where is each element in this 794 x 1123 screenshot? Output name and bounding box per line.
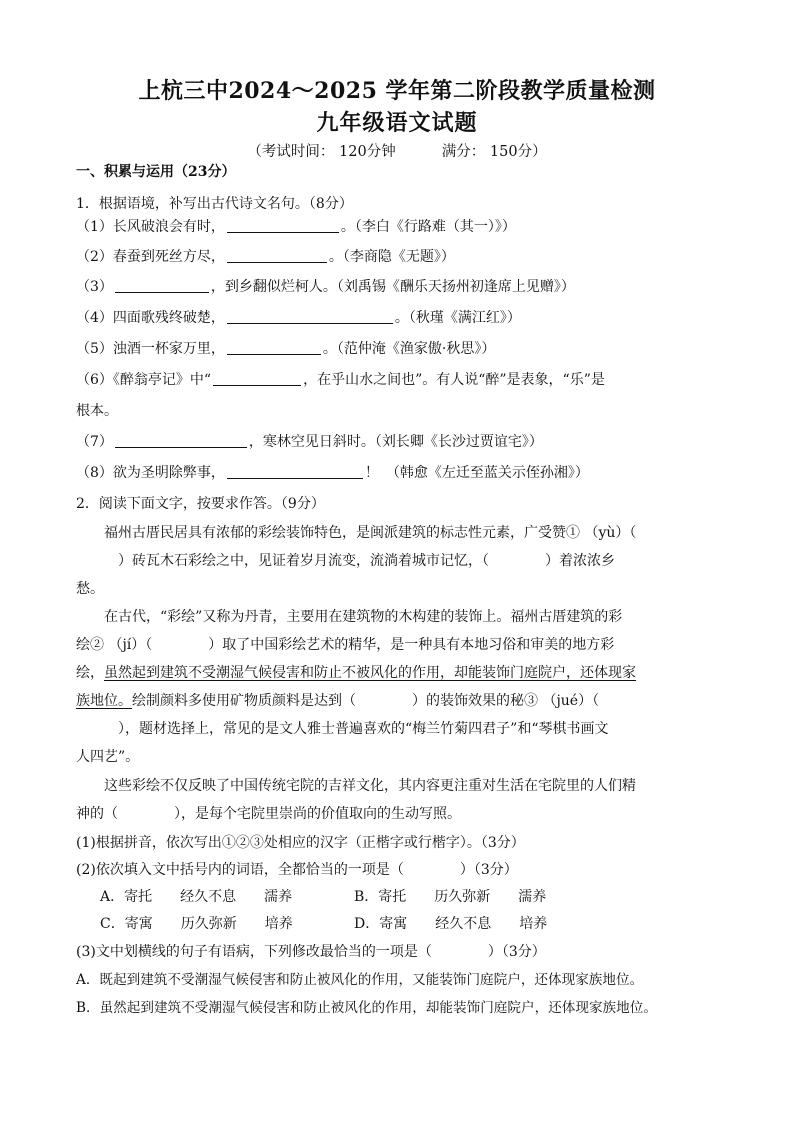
answer-option-a[interactable]: A．既起到建筑不受潮湿气候侵害和防止被风化的作用，又能装饰门庭院户，还体现家族地位。 (76, 972, 644, 988)
answer-option-b[interactable]: B．虽然起到建筑不受潮湿气候侵害和防止被风化的作用，却能装饰门庭院户，还体现家族地位。 (76, 1000, 657, 1016)
question-2-stem: 2．阅读下面文字，按要求作答。（9分） (76, 496, 325, 512)
answer-blank[interactable] (227, 309, 393, 324)
passage-line: 神的（ ），是每个宅院里崇尚的价值取向的生动写照。 (76, 806, 461, 822)
q1-item-8: （8）欲为圣明除弊事， ！ （韩愈《左迁至蓝关示侄孙湘》） (76, 465, 589, 481)
q1-item-6-cont: 根本。 (76, 403, 118, 419)
answer-blank[interactable] (213, 371, 301, 386)
exam-time: （考试时间： 120分钟 (247, 144, 396, 160)
passage-line: ）砖瓦木石彩绘之中，见证着岁月流变，流淌着城市记忆，（ ）着浓浓乡 (76, 553, 615, 569)
passage-line: 这些彩绘不仅反映了中国传统宅院的吉祥文化，其内容更注重对生活在宅院里的人们精 (104, 778, 636, 794)
q1-item-5: （5）浊酒一杯家万里， 。（范仲淹《渔家傲·秋思》） (76, 341, 496, 357)
passage-line: 人四艺”。 (76, 749, 140, 765)
options-row (76, 914, 724, 934)
passage-line: 福州古厝民居具有浓郁的彩绘装饰特色，是闽派建筑的标志性元素，广受赞① （yù）（ (104, 525, 637, 541)
sub-question-2: (2)依次填入文中括号内的词语，全都恰当的一项是（ ）（3分） (76, 862, 518, 878)
q1-item-3: （3） ，到乡翻似烂柯人。（刘禹锡《酬乐天扬州初逢席上见赠》） (76, 279, 575, 295)
options-row (76, 887, 724, 907)
sub-question-1: (1)根据拼音，依次写出①②③处相应的汉字（正楷字或行楷字）。（3分） (76, 835, 525, 851)
passage-line: 在古代，“彩绘”又称为丹青，主要用在建筑物的木构建的装饰上。福州古厝建筑的彩 (104, 609, 623, 625)
section-heading: 一、积累与运用（23分） (76, 164, 236, 180)
answer-blank[interactable] (115, 278, 209, 293)
exam-meta (0, 140, 794, 161)
q1-item-2: （2）春蚕到死丝方尽， 。（李商隐《无题》） (76, 249, 455, 265)
underlined-sentence: 虽然起到建筑不受潮湿气候侵害和防止不被风化的作用，却能装饰门庭院户，还体现家 (104, 665, 636, 681)
answer-blank[interactable] (227, 464, 363, 479)
exam-title: 上杭三中2024～2025 学年第二阶段教学质量检测 (138, 78, 656, 104)
passage-line: 绘② （jí）（ ）取了中国彩绘艺术的精华，是一种具有本地习俗和审美的地方彩 (76, 637, 615, 653)
exam-subtitle: 九年级语文试题 (316, 110, 478, 136)
option-a[interactable]: A．寄托 经久不息 濡养 (100, 889, 293, 905)
sub-question-3: (3)文中划横线的句子有语病，下列修改最恰当的一项是（ ）（3分） (76, 944, 546, 960)
answer-blank[interactable] (227, 248, 327, 263)
passage-line: 绘，虽然起到建筑不受潮湿气候侵害和防止不被风化的作用，却能装饰门庭院户，还体现家 (76, 665, 636, 681)
answer-blank[interactable] (115, 433, 247, 448)
q1-item-6: （6）《醉翁亭记》中“ ，在乎山水之间也”。有人说“醉”是表象，“乐”是 (76, 372, 605, 388)
q1-item-7: （7） ，寒林空见日斜时。（刘长卿《长沙过贾谊宅》） (76, 434, 543, 450)
option-c[interactable]: C．寄寓 历久弥新 培养 (100, 916, 293, 932)
option-d[interactable]: D．寄寓 经久不息 培养 (354, 916, 548, 932)
passage-line: ），题材选择上，常见的是文人雅士普遍喜欢的“梅兰竹菊四君子”和“琴棋书画文 (76, 721, 609, 737)
answer-blank[interactable] (227, 218, 339, 233)
passage-line: 族地位。绘制颜料多使用矿物质颜料是达到（ ）的装饰效果的秘③ （jué）（ (76, 693, 600, 709)
option-b[interactable]: B．寄托 历久弥新 濡养 (354, 889, 547, 905)
answer-blank[interactable] (227, 340, 321, 355)
q1-item-1: （1）长风破浪会有时， 。（李白《行路难（其一）》） (76, 219, 516, 235)
passage-line: 愁。 (76, 581, 104, 597)
exam-score: 满分： 150分） (441, 144, 547, 160)
q1-item-4: （4）四面歌残终破楚， 。（秋瑾《满江红》） (76, 310, 521, 326)
underlined-sentence: 族地位。 (76, 693, 132, 709)
question-1-stem: 1．根据语境，补写出古代诗文名句。（8分） (76, 196, 353, 212)
